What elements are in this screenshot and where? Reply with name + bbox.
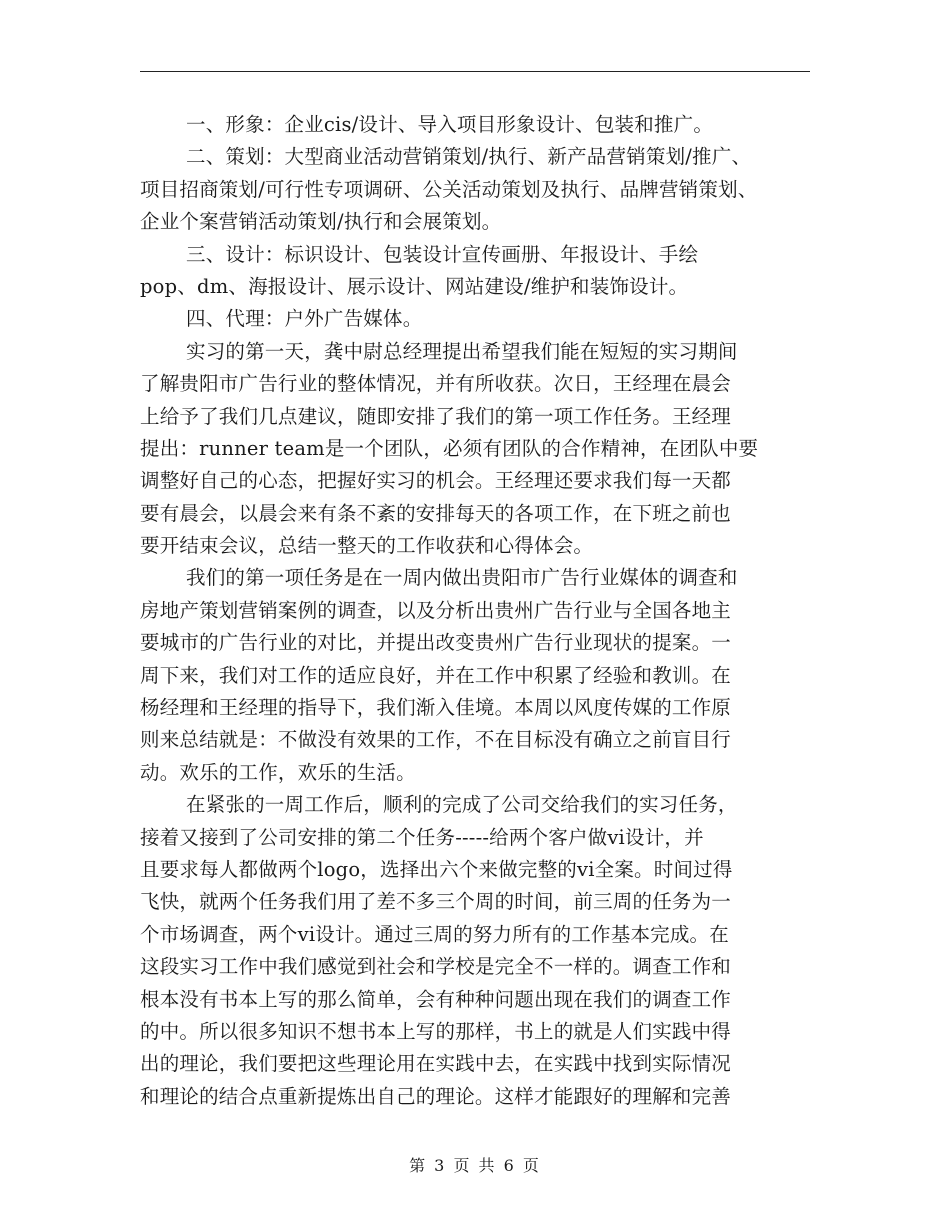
text-line: 要有晨会，以晨会来有条不紊的安排每天的各项工作，在下班之前也 [140, 501, 732, 525]
text-line: 调整好自己的心态，把握好实习的机会。王经理还要求我们每一天都 [140, 469, 732, 493]
text-line: 动。欢乐的工作，欢乐的生活。 [140, 760, 416, 784]
text-line: 二、策划：大型商业活动营销策划/执行、新产品营销策划/推广、 [186, 145, 752, 169]
text-line: 四、代理：户外广告媒体。 [186, 307, 423, 331]
text-line: 要开结束会议，总结一整天的工作收获和心得体会。 [140, 534, 594, 558]
text-line: 根本没有书本上写的那么简单，会有种种问题出现在我们的调查工作 [140, 987, 732, 1011]
text-line: 三、设计：标识设计、包装设计宣传画册、年报设计、手绘 [186, 242, 699, 266]
text-line: 这段实习工作中我们感觉到社会和学校是完全不一样的。调查工作和 [140, 955, 732, 979]
text-line: 房地产策划营销案例的调查，以及分析出贵州广告行业与全国各地主 [140, 598, 732, 622]
text-line: 周下来，我们对工作的适应良好，并在工作中积累了经验和教训。在 [140, 663, 732, 687]
text-line: 杨经理和王经理的指导下，我们渐入佳境。本周以风度传媒的工作原 [140, 696, 732, 720]
page-number: 第 3 页 共 6 页 [409, 1156, 541, 1175]
text-line: 上给予了我们几点建议，随即安排了我们的第一项工作任务。王经理 [140, 404, 732, 428]
text-line: pop、dm、海报设计、展示设计、网站建设/维护和装饰设计。 [140, 274, 689, 298]
text-line: 我们的第一项任务是在一周内做出贵阳市广告行业媒体的调查和 [186, 566, 738, 590]
text-line: 实习的第一天，龚中尉总经理提出希望我们能在短短的实习期间 [186, 339, 738, 363]
text-line: 要城市的广告行业的对比，并提出改变贵州广告行业现状的提案。一 [140, 631, 732, 655]
text-line: 飞快，就两个任务我们用了差不多三个周的时间，前三周的任务为一 [140, 890, 732, 914]
text-line: 了解贵阳市广告行业的整体情况，并有所收获。次日，王经理在晨会 [140, 372, 732, 396]
text-line: 一、形象：企业cis/设计、导入项目形象设计、包装和推广。 [186, 113, 714, 136]
text-line: 且要求每人都做两个logo，选择出六个来做完整的vi全案。时间过得 [140, 857, 733, 881]
text-line: 的中。所以很多知识不想书本上写的那样，书上的就是人们实践中得 [140, 1019, 732, 1043]
document-body [140, 109, 812, 1113]
text-line: 接着又接到了公司安排的第二个任务-----给两个客户做vi设计，并 [140, 825, 704, 849]
text-line: 则来总结就是：不做没有效果的工作，不在目标没有确立之前盲目行 [140, 728, 732, 752]
text-line: 提出：runner team是一个团队，必须有团队的合作精神，在团队中要 [140, 436, 759, 460]
header-rule [140, 71, 810, 72]
text-line: 和理论的结合点重新提炼出自己的理论。这样才能跟好的理解和完善 [140, 1084, 732, 1108]
text-line: 在紧张的一周工作后，顺利的完成了公司交给我们的实习任务， [186, 793, 738, 817]
text-line: 项目招商策划/可行性专项调研、公关活动策划及执行、品牌营销策划、 [140, 177, 758, 201]
text-line: 出的理论，我们要把这些理论用在实践中去，在实践中找到实际情况 [140, 1052, 732, 1076]
text-line: 企业个案营销活动策划/执行和会展策划。 [140, 210, 502, 234]
text-line: 个市场调查，两个vi设计。通过三周的努力所有的工作基本完成。在 [140, 922, 729, 946]
